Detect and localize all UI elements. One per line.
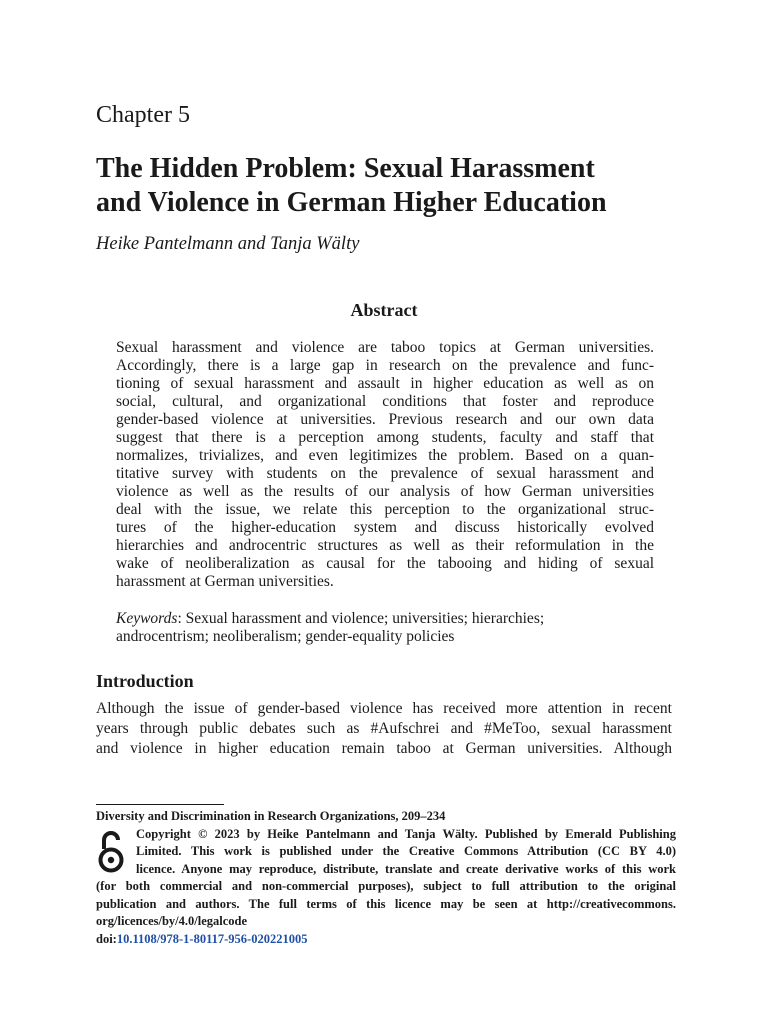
abstract-line: suggest that there is a perception among students, faculty and staff that <box>116 429 654 446</box>
introduction-line: and violence in higher education remain taboo at German universities. Although <box>96 740 672 757</box>
abstract-line: tures of the higher-education system and discuss historically evolved <box>116 519 654 536</box>
abstract-line: Accordingly, there is a large gap in research on the prevalence and func- <box>116 357 654 374</box>
keywords-list: androcentrism; neoliberalism; gender-equality policies <box>116 628 455 645</box>
introduction-heading: Introduction <box>96 671 194 691</box>
abstract-line: titative survey with students on the prevalence of sexual harassment and <box>116 465 654 482</box>
footnote-license-line: (for both commercial and non-commercial purposes), subject to full attribution to the original <box>96 879 676 893</box>
keywords <box>116 610 654 646</box>
introduction-line: Although the issue of gender-based violence has received more attention in recent <box>96 700 672 717</box>
abstract-heading: Abstract <box>350 300 418 320</box>
abstract-line: tioning of sexual harassment and assault in higher education as well as on <box>116 375 654 392</box>
footnote-rule <box>96 804 224 805</box>
abstract-line: gender-based violence at universities. Previous research and our own data <box>116 411 654 428</box>
keywords-label: Keywords <box>116 610 178 627</box>
abstract-line: normalizes, trivializes, and even legitimizes the problem. Based on a quan- <box>116 447 654 464</box>
introduction-line: years through public debates such as #Aufschrei and #MeToo, sexual harassment <box>96 720 672 737</box>
introduction-body <box>96 699 672 759</box>
doi-prefix: doi: <box>96 931 117 946</box>
authors: Heike Pantelmann and Tanja Wälty <box>96 234 360 254</box>
doi-link[interactable]: 10.1108/978-1-80117-956-020221005 <box>116 931 308 946</box>
chapter-title-line-2: and Violence in German Higher Education <box>96 187 607 218</box>
footnote-copyright-line: licence. Anyone may reproduce, distribute, translate and create derivative works of this work <box>136 861 676 876</box>
footnote <box>96 808 676 948</box>
abstract-line: deal with the issue, we relate this perception to the organizational struc- <box>116 501 654 518</box>
abstract-body <box>116 339 654 591</box>
footnote-copyright-line: Copyright © 2023 by Heike Pantelmann and Tanja Wälty. Published by Emerald Publishing <box>136 826 676 841</box>
footnote-license-line: publication and authors. The full terms of this licence may be seen at http://creativecommons. <box>96 896 676 911</box>
footnote-book: Diversity and Discrimination in Research Organizations, 209–234 <box>96 809 446 823</box>
abstract-line: violence as well as the results of our analysis of how German universities <box>116 483 654 500</box>
abstract-line: Sexual harassment and violence are taboo topics at German universities. <box>116 339 654 356</box>
footnote-license-line: org/licences/by/4.0/legalcode <box>96 914 248 928</box>
chapter-label: Chapter 5 <box>96 102 190 128</box>
abstract-line: harassment at German universities. <box>116 573 334 590</box>
chapter-title-line-1: The Hidden Problem: Sexual Harassment <box>96 153 595 184</box>
abstract-line: social, cultural, and organizational conditions that foster and reproduce <box>116 393 654 410</box>
footnote-copyright-line: Limited. This work is published under the Creative Commons Attribution (CC BY 4.0) <box>136 844 676 858</box>
abstract-line: hierarchies and androcentric structures as well as their reformulation in the <box>116 537 654 554</box>
abstract-line: wake of neoliberalization as causal for the tabooing and hiding of sexual <box>116 555 654 572</box>
chapter-title <box>96 152 696 220</box>
keywords-list: : Sexual harassment and violence; universities; hierarchies; <box>177 610 545 627</box>
